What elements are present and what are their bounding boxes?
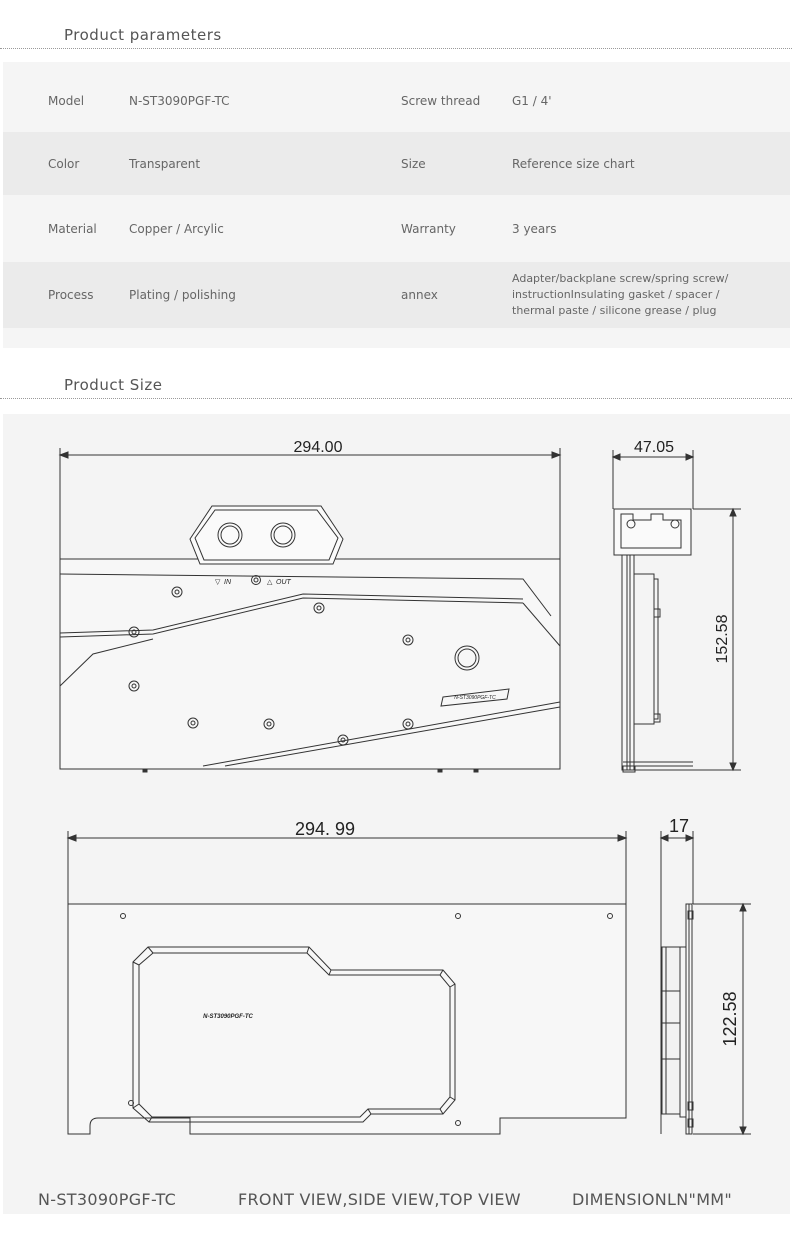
arrow-icon [552,452,560,458]
param-value: 3 years [512,221,557,236]
param-value-annex [512,271,772,319]
in-label-text: IN [224,579,231,586]
param-label: Size [401,156,426,171]
param-label: Process [48,288,94,302]
param-label: Screw thread [401,93,481,108]
dim-bottom-width: 294. 99 [294,819,356,839]
annex-line: Adapter/backplane screw/spring screw/ [512,272,729,285]
side-cooler [634,574,654,724]
dim-bottom-side-width: 17 [668,816,690,836]
param-value: Plating / polishing [129,288,236,302]
param-value: N-ST3090PGF-TC [129,93,230,108]
arrow-icon [730,509,736,516]
arrow-icon [60,452,68,458]
out-label: △ [267,579,273,586]
in-label: ▽ [215,579,221,586]
parameters-table [3,62,790,348]
arrow-icon [740,904,746,911]
backplate-outline [68,904,626,1134]
param-label: annex [401,288,438,302]
nameplate-text: N-ST3090PGF-TC [454,695,496,701]
param-label: Material [48,221,97,236]
arrow-icon [68,835,76,841]
out-label-text: OUT [276,579,291,586]
annex-line: thermal paste / silicone grease / plug [512,304,717,317]
divider [0,398,792,399]
param-label: Warranty [401,221,456,236]
side-standoff [654,714,660,722]
arrow-icon [730,763,736,770]
backplate-side-view [661,816,751,1134]
waterblock-side-view [613,439,741,772]
annex-line: instructionInsulating gasket / spacer / [512,288,720,301]
size-title: Product Size [64,376,163,394]
arrow-icon [618,835,626,841]
side-standoff [654,609,660,617]
side-cooler-edge [654,579,658,719]
divider [0,48,792,49]
param-row [3,262,790,328]
dim-top-width: 294.00 [293,439,343,456]
backplate-tag: N-ST3090PGF-TC [203,1014,253,1020]
footer-views: FRONT VIEW,SIDE VIEW,TOP VIEW [238,1190,521,1209]
param-value: Copper / Arcylic [129,221,224,236]
technical-drawing [3,414,790,1214]
arrow-icon [686,454,693,460]
waterblock-front-view [60,439,560,772]
param-value: Reference size chart [512,156,635,171]
side-cooler [662,947,680,1114]
side-plate [622,555,634,770]
arrow-icon [661,835,668,841]
dim-top-side-width: 47.05 [633,439,675,456]
arrow-icon [613,454,620,460]
dim-top-height: 152.58 [714,614,731,664]
side-gap [680,947,686,1117]
footer-model: N-ST3090PGF-TC [38,1190,177,1209]
param-row [3,132,790,195]
dim-bottom-height: 122.58 [720,991,740,1047]
param-value: Transparent [129,156,201,171]
param-row [3,197,790,260]
parameters-title: Product parameters [64,26,222,44]
arrow-icon [740,1127,746,1134]
param-label: Model [48,93,85,108]
param-row [3,69,790,132]
param-value: G1 / 4' [512,93,552,108]
waterblock-body [60,559,560,769]
footer-units: DIMENSIONLN"MM" [572,1190,733,1209]
param-label: Color [48,156,80,171]
size-drawing-panel [3,414,790,1214]
backplate-front-view [68,819,626,1134]
